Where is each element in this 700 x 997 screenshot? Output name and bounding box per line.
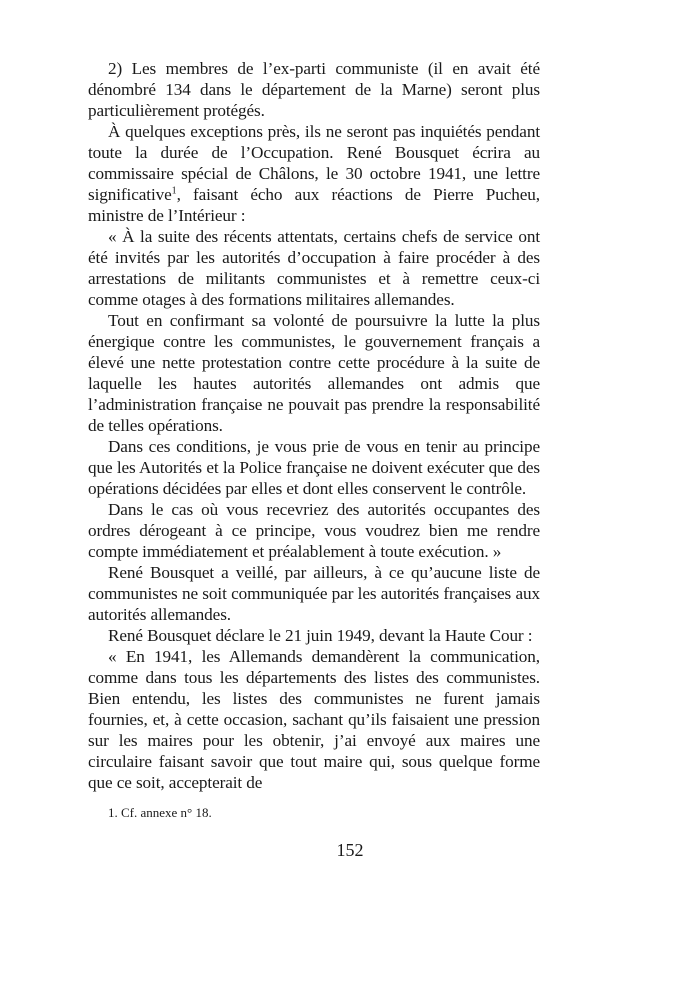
paragraph-2 (88, 121, 540, 226)
quote-paragraph-4: Dans le cas où vous recevriez des autorités occupantes des ordres dérogeant à ce principe, vous voudrez bien me rendre compte immédiatement et préalablement à toute exécution. » (88, 500, 540, 561)
paragraph-2-tail: , faisant écho aux réactions de Pierre Pucheu, ministre de l’Intérieur : (88, 185, 540, 225)
paragraph-1: 2) Les membres de l’ex-parti communiste (il en avait été dénombré 134 dans le département de la Marne) seront plus particulièrement protégés. (88, 59, 540, 120)
footnote-reference[interactable]: 1 (171, 185, 177, 197)
page-number: 152 (336, 840, 364, 860)
paragraph-2-text: À quelques exceptions près, ils ne seront pas inquiétés pendant toute la durée de l’Occupation. René Bousquet écrira au commissaire spécial de Châlons, le 30 octobre 1941, une lettre significative (88, 122, 540, 204)
quote-paragraph-2: Tout en confirmant sa volonté de poursuivre la lutte la plus énergique contre les communistes, le gouvernement français a élevé une nette protestation contre cette procédure à la suite de laquelle les hautes autorités allemandes ont admis que l’administration française ne pouvait pas prendre la responsabilité de telles opérations. (88, 311, 540, 435)
quote-paragraph-3: Dans ces conditions, je vous prie de vous en tenir au principe que les Autorités et la Police française ne doivent exécuter que des opérations décidées par elles et dont elles conservent le contrôle. (88, 437, 540, 498)
paragraph-3: René Bousquet a veillé, par ailleurs, à ce qu’aucune liste de communistes ne soit communiquée par les autorités françaises aux autorités allemandes. (88, 563, 540, 624)
quote-paragraph-1: « À la suite des récents attentats, certains chefs de service ont été invités par les autorités d’occupation à faire procéder à des arrestations de militants communistes et à remettre ceux-ci comme otages à des formations militaires allemandes. (88, 227, 540, 309)
page-body (88, 58, 540, 793)
footnote: 1. Cf. annexe n° 18. (108, 805, 212, 820)
paragraph-4: René Bousquet déclare le 21 juin 1949, devant la Haute Cour : (108, 626, 533, 645)
quote-paragraph-5: « En 1941, les Allemands demandèrent la communication, comme dans tous les départements des listes des communistes. Bien entendu, les listes des communistes ne furent jamais fournies, et, à cette occasion, sachant qu’ils faisaient une pression sur les maires pour les obtenir, j’ai envoyé aux maires une circulaire faisant savoir que tout maire qui, sous quelque forme que ce soit, accepterait de (88, 647, 540, 792)
